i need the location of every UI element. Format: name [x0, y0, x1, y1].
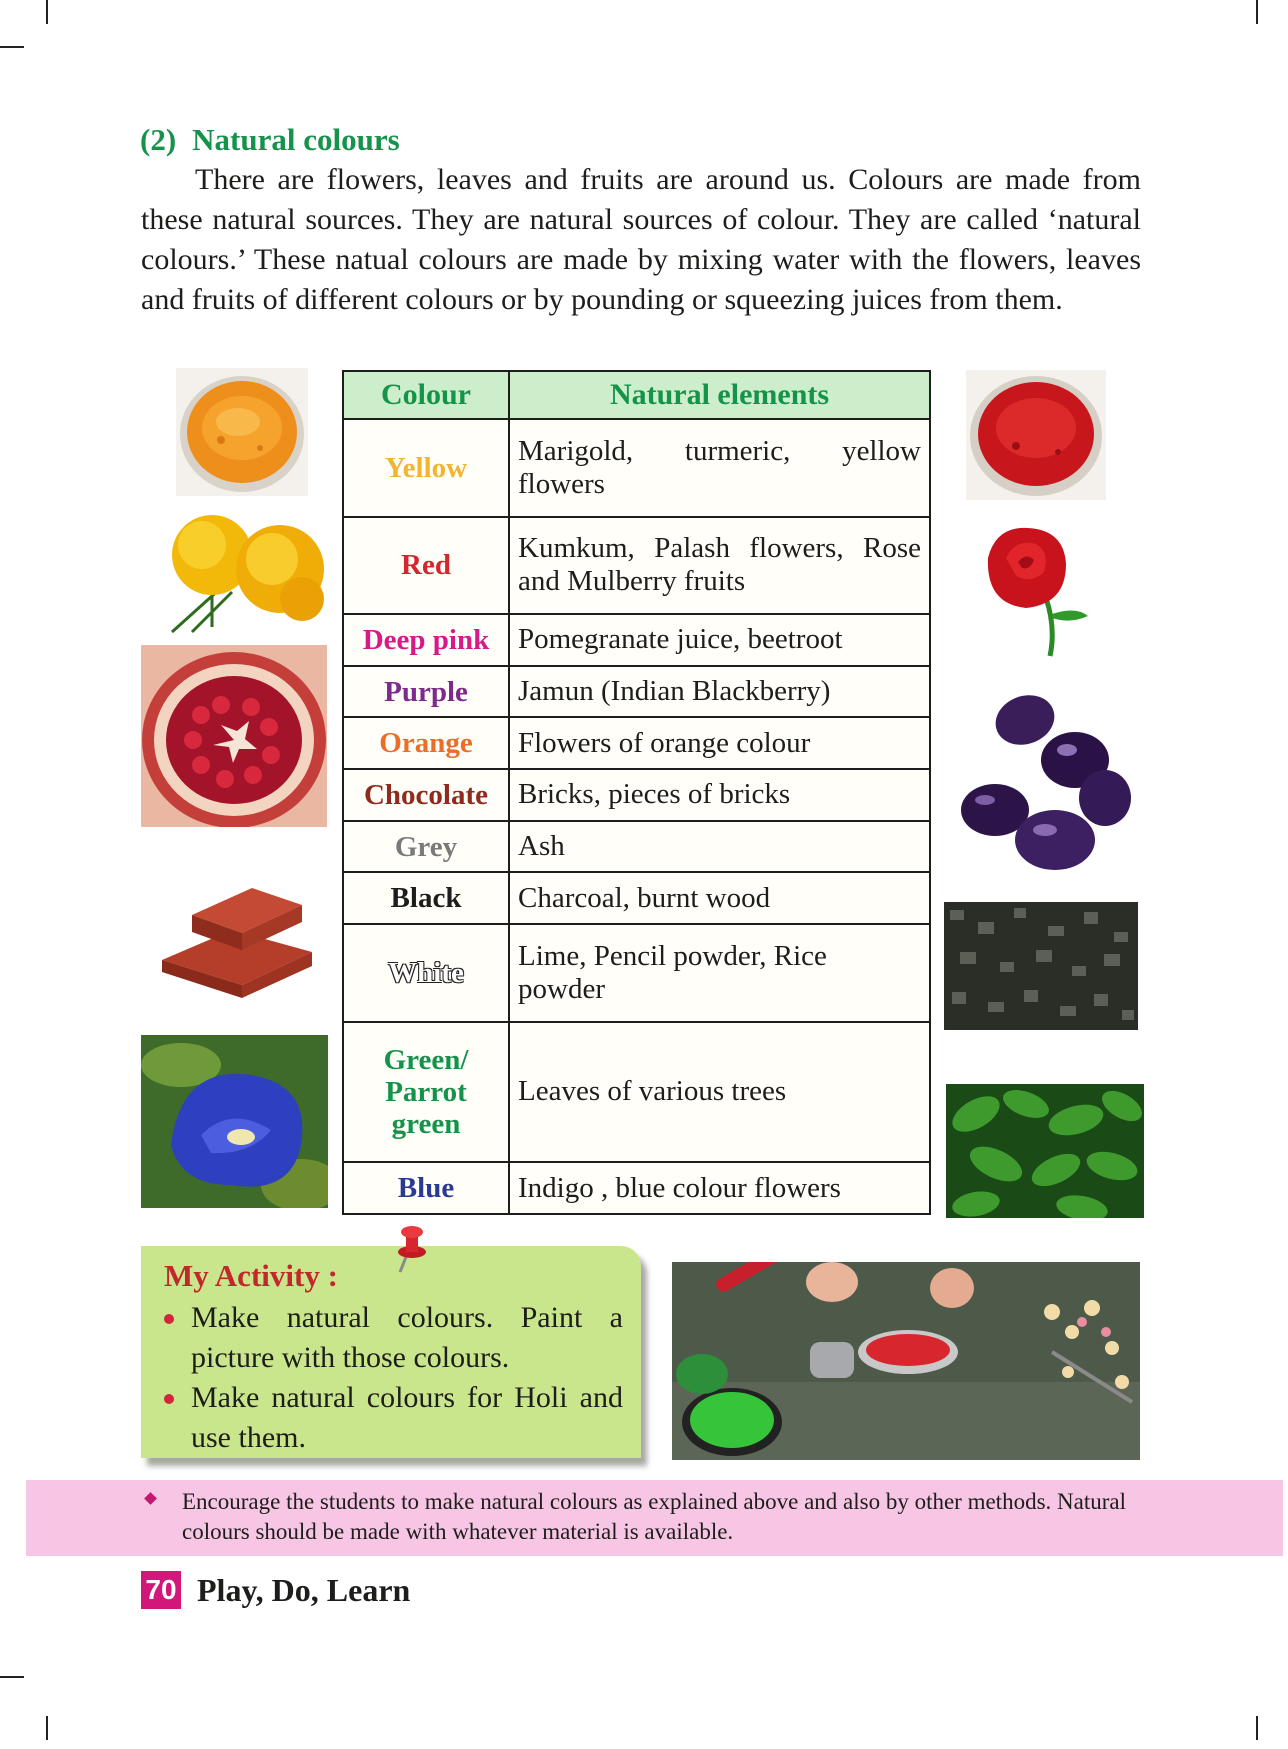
- kumkum-powder-image: [966, 370, 1106, 500]
- crop-mark: [1256, 0, 1258, 24]
- book-title: Play, Do, Learn: [197, 1572, 411, 1608]
- natural-elements-cell: Jamun (Indian Blackberry): [509, 666, 930, 718]
- table-row: [343, 517, 930, 615]
- natural-elements-cell: Kumkum, Palash flowers, Rose and Mulberry fruits: [509, 517, 930, 615]
- table-row: [343, 717, 930, 769]
- intro-paragraph: There are flowers, leaves and fruits are around us. Colours are made from these natural sources. They are natural sources of colour. They are called ‘natural colours.’ These natual colours are made by mixing water with the flowers, leaves and fruits of different colours or by pounding or squeezing juices from them.: [141, 163, 1141, 316]
- colour-name-cell: Grey: [343, 821, 509, 873]
- table-header-row: [343, 371, 930, 419]
- table-row: [343, 419, 930, 517]
- bullet-icon: [164, 1394, 174, 1404]
- colour-name-cell: Black: [343, 872, 509, 924]
- diamond-bullet-icon: [144, 1492, 157, 1505]
- natural-elements-cell: Charcoal, burnt wood: [509, 872, 930, 924]
- crop-mark: [0, 46, 24, 48]
- table-row: [343, 614, 930, 666]
- natural-elements-cell: Marigold, turmeric, yellow flowers: [509, 419, 930, 517]
- crop-mark: [46, 1716, 48, 1740]
- table-row: [343, 821, 930, 873]
- activity-title: My Activity :: [164, 1258, 338, 1293]
- list-item: [161, 1378, 623, 1458]
- natural-elements-cell: Pomegranate juice, beetroot: [509, 614, 930, 666]
- section-title: Natural colours: [192, 122, 400, 157]
- teacher-note-text: Encourage the students to make natural colours as explained above and also by other methods. Natural colours should be made with whatever material is available.: [182, 1489, 1126, 1544]
- natural-elements-cell: Indigo , blue colour flowers: [509, 1162, 930, 1214]
- table-row: [343, 924, 930, 1022]
- colour-name-cell: Yellow: [343, 419, 509, 517]
- turmeric-powder-image: [176, 368, 308, 496]
- bricks-image: [152, 860, 324, 1000]
- colour-name-cell: Orange: [343, 717, 509, 769]
- green-leaves-image: [946, 1084, 1144, 1218]
- activity-item-text: Make natural colours for Holi and use them.: [191, 1381, 623, 1454]
- colour-name-cell: Green/ Parrot green: [343, 1022, 509, 1163]
- crop-mark: [0, 1676, 24, 1678]
- colour-name-cell: Purple: [343, 666, 509, 718]
- column-header-natural-elements: Natural elements: [509, 371, 930, 419]
- push-pin-icon: [388, 1222, 428, 1280]
- colour-name-cell: White: [343, 924, 509, 1022]
- list-item: [161, 1298, 623, 1378]
- blue-flower-image: [141, 1035, 328, 1208]
- natural-elements-cell: Flowers of orange colour: [509, 717, 930, 769]
- section-heading: [140, 122, 400, 158]
- crop-mark: [46, 0, 48, 24]
- marigold-flowers-image: [152, 507, 332, 635]
- natural-elements-cell: Ash: [509, 821, 930, 873]
- colour-name-cell: Chocolate: [343, 769, 509, 821]
- natural-elements-cell: Bricks, pieces of bricks: [509, 769, 930, 821]
- natural-elements-cell: Lime, Pencil powder, Rice powder: [509, 924, 930, 1022]
- table-row: [343, 872, 930, 924]
- colour-name-cell: Red: [343, 517, 509, 615]
- activity-item-text: Make natural colours. Paint a picture with those colours.: [191, 1301, 623, 1374]
- section-number: (2): [140, 122, 177, 157]
- making-colours-photo: [672, 1262, 1140, 1460]
- teacher-note-band: [26, 1480, 1283, 1556]
- pomegranate-image: [141, 645, 327, 827]
- crop-mark: [1256, 1716, 1258, 1740]
- colour-name-cell: Blue: [343, 1162, 509, 1214]
- natural-elements-cell: Leaves of various trees: [509, 1022, 930, 1163]
- bullet-icon: [164, 1314, 174, 1324]
- table-row: [343, 1022, 930, 1163]
- table-row: [343, 769, 930, 821]
- page-number: 70: [141, 1571, 181, 1609]
- rose-image: [966, 518, 1100, 658]
- table-row: [343, 666, 930, 718]
- charcoal-image: [944, 902, 1138, 1030]
- activity-list: [161, 1298, 623, 1458]
- jamun-fruits-image: [955, 680, 1133, 880]
- column-header-colour: Colour: [343, 371, 509, 419]
- natural-colours-table: [342, 370, 931, 1215]
- colour-name-cell: Deep pink: [343, 614, 509, 666]
- table-row: [343, 1162, 930, 1214]
